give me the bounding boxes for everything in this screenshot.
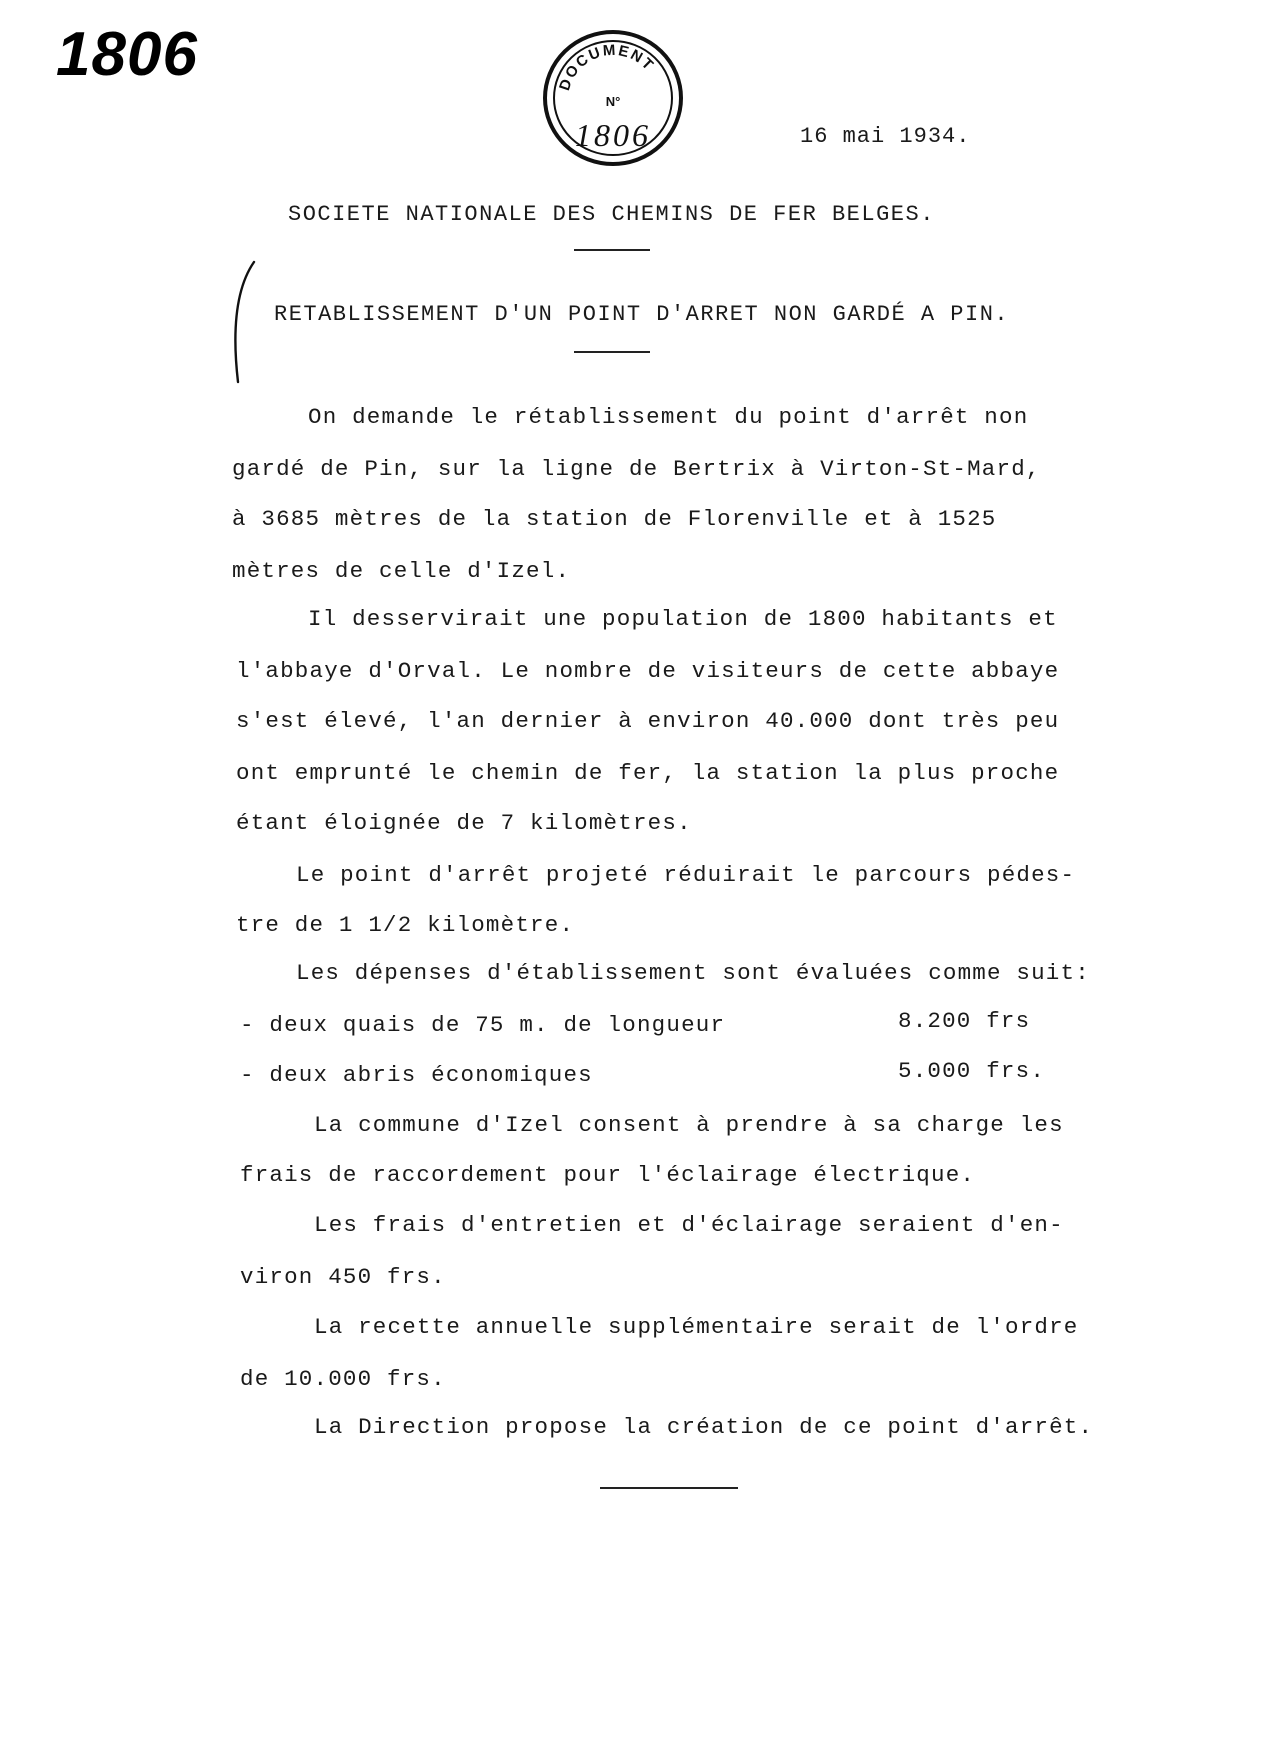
body-line: La commune d'Izel consent à prendre à sa charge les (314, 1112, 1064, 1138)
body-line: ont emprunté le chemin de fer, la station la plus proche (236, 760, 1060, 786)
stamp-seal-icon (538, 22, 688, 172)
closing-divider (600, 1487, 738, 1489)
body-line: s'est élevé, l'an dernier à environ 40.000 dont très peu (236, 708, 1060, 734)
document-date: 16 mai 1934. (800, 124, 971, 149)
body-line: La Direction propose la création de ce point d'arrêt. (314, 1414, 1094, 1440)
body-line: étant éloignée de 7 kilomètres. (236, 810, 692, 836)
body-line: frais de raccordement pour l'éclairage électrique. (240, 1162, 976, 1188)
body-line: Il desservirait une population de 1800 habitants et (308, 606, 1058, 632)
cost-item-amount: 8.200 frs (898, 1008, 1031, 1034)
heading-divider (574, 249, 650, 251)
cost-item-label: - deux quais de 75 m. de longueur (240, 1012, 726, 1038)
stamp-arc-text: DOCUMENT (556, 41, 658, 93)
cost-item-amount: 5.000 frs. (898, 1058, 1046, 1084)
body-line: On demande le rétablissement du point d'arrêt non (308, 404, 1029, 430)
subject-heading: RETABLISSEMENT D'UN POINT D'ARRET NON GARDÉ A PIN. (274, 302, 1010, 327)
body-line: mètres de celle d'Izel. (232, 558, 571, 584)
body-line: Le point d'arrêt projeté réduirait le parcours pédes- (296, 862, 1076, 888)
cost-item-label: - deux abris économiques (240, 1062, 593, 1088)
body-line: tre de 1 1/2 kilomètre. (236, 912, 575, 938)
organization-heading: SOCIETE NATIONALE DES CHEMINS DE FER BELGES. (288, 202, 935, 227)
document-stamp (538, 22, 688, 172)
body-line: l'abbaye d'Orval. Le nombre de visiteurs de cette abbaye (236, 658, 1060, 684)
stamp-no-label: N° (605, 94, 621, 109)
body-line: de 10.000 frs. (240, 1366, 446, 1392)
page-number: 1806 (56, 20, 198, 89)
body-line: à 3685 mètres de la station de Florenville et à 1525 (232, 506, 997, 532)
body-line: gardé de Pin, sur la ligne de Bertrix à Virton-St-Mard, (232, 456, 1041, 482)
body-line: La recette annuelle supplémentaire serait de l'ordre (314, 1314, 1079, 1340)
body-line: Les frais d'entretien et d'éclairage seraient d'en- (314, 1212, 1064, 1238)
stamp-number: 1806 (575, 117, 651, 153)
subject-divider (574, 351, 650, 353)
body-line: Les dépenses d'établissement sont évaluées comme suit: (296, 960, 1090, 986)
body-line: viron 450 frs. (240, 1264, 446, 1290)
handwritten-bracket (228, 260, 258, 390)
